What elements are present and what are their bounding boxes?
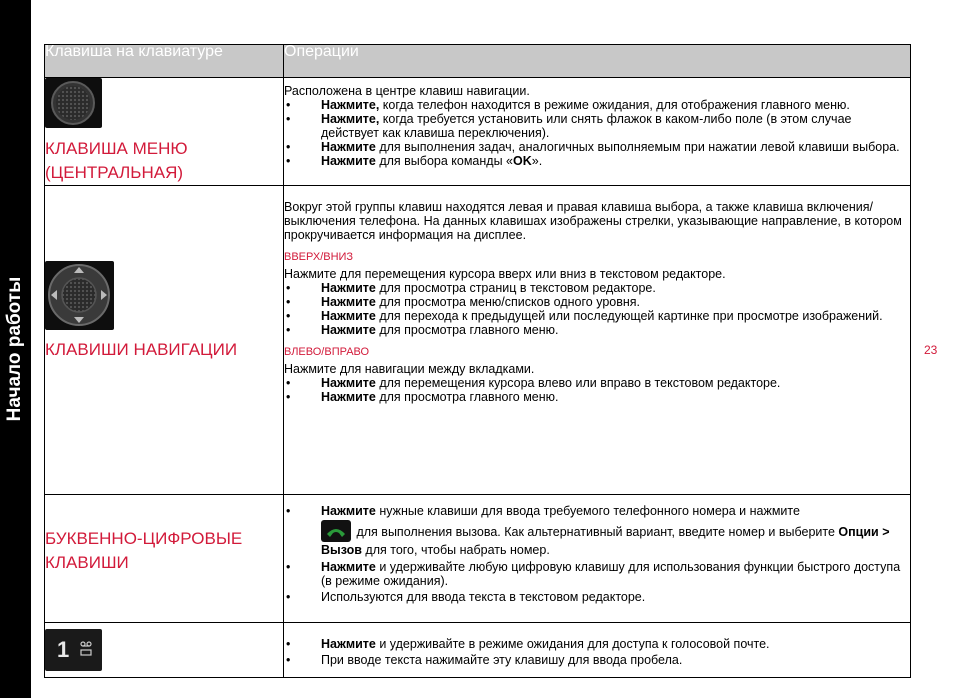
header-operations: Операции: [284, 45, 911, 78]
list-item: • Нажмите, когда требуется установить или снять флажок в каком-либо поле (в этом случае действует как клавиша переключения).: [284, 112, 910, 140]
key-one-operations-list: [284, 637, 910, 667]
operations-cell: [284, 623, 911, 678]
key-cell: [45, 186, 284, 495]
left-right-intro: Нажмите для навигации между вкладками.: [284, 362, 535, 376]
table-row: [45, 495, 911, 623]
list-item: • Нажмите для просмотра меню/списков одного уровня.: [284, 295, 910, 309]
side-tab-title: Начало работы: [4, 276, 25, 422]
list-item: • Используются для ввода текста в текстовом редакторе.: [284, 590, 910, 604]
up-down-list: [284, 281, 910, 337]
key-name: БУКВЕННО-ЦИФРОВЫЕ КЛАВИШИ: [45, 529, 243, 572]
keys-table: [44, 44, 911, 678]
list-item: • Нажмите, когда телефон находится в режиме ожидания, для отображения главного меню.: [284, 98, 910, 112]
list-item: • Нажмите для выполнения задач, аналогичных выполняемым при нажатии левой клавиши выбора.: [284, 140, 910, 154]
list-item: • Нажмите для перемещения курсора влево или вправо в текстовом редакторе.: [284, 376, 910, 390]
table-row: [45, 623, 911, 678]
up-down-intro: Нажмите для перемещения курсора вверх или вниз в текстовом редакторе.: [284, 267, 726, 281]
page-number: 23: [924, 343, 938, 357]
operations-cell: [284, 186, 911, 495]
operations-cell: [284, 495, 911, 623]
key-cell: [45, 623, 284, 678]
header-row: [45, 45, 911, 78]
voicemail-icon: [80, 641, 92, 656]
up-down-heading: ВВЕРХ/ВНИЗ: [284, 251, 354, 263]
call-key-icon: [321, 520, 351, 542]
key-name: КЛАВИША МЕНЮ (ЦЕНТРАЛЬНАЯ): [45, 139, 188, 182]
table-row: [45, 186, 911, 495]
alnum-operations-list: [284, 503, 910, 604]
list-item: • Нажмите для просмотра главного меню.: [284, 390, 910, 404]
key-cell: [45, 78, 284, 186]
navigation-keys-icon: [45, 261, 114, 330]
menu-operations-list: [284, 98, 910, 168]
list-item: • Нажмите и удерживайте любую цифровую клавишу для использования функции быстрого доступа (в режиме ожидания).: [284, 560, 910, 588]
key-digit: 1: [57, 637, 70, 662]
operations-cell: [284, 78, 911, 186]
left-right-list: [284, 376, 910, 404]
side-tab: [0, 0, 31, 698]
list-item: • При вводе текста нажимайте эту клавишу для ввода пробела.: [284, 653, 910, 667]
header-key: Клавиша на клавиатуре: [45, 45, 284, 78]
list-item: • Нажмите и удерживайте в режиме ожидания для доступа к голосовой почте.: [284, 637, 910, 651]
key-cell: [45, 495, 284, 623]
left-right-heading: ВЛЕВО/ВПРАВО: [284, 346, 370, 358]
list-item: • Нажмите для выбора команды «OK».: [284, 154, 910, 168]
nav-intro: Вокруг этой группы клавиш находятся левая и правая клавиша выбора, а также клавиша включения/выключения телефона. На данных клавишах изображены стрелки, указывающие направление, в котором прокручивается информация на дисплее.: [284, 200, 902, 242]
table-row: [45, 78, 911, 186]
list-item: • Нажмите для просмотра страниц в текстовом редакторе.: [284, 281, 910, 295]
list-item: • Нажмите для просмотра главного меню.: [284, 323, 910, 337]
key-1-icon: [45, 629, 102, 671]
list-item: • Нажмите нужные клавиши для ввода требуемого телефонного номера и нажмите для выполнения вызова. Как альтернативный вариант, введите номер и выберите Опции > Вызов для того, чтобы набрать номер.: [284, 503, 910, 559]
menu-intro: Расположена в центре клавиш навигации.: [284, 84, 530, 98]
menu-key-icon: [45, 78, 102, 128]
key-name: КЛАВИШИ НАВИГАЦИИ: [45, 340, 238, 359]
list-item: • Нажмите для перехода к предыдущей или последующей картинке при просмотре изображений.: [284, 309, 910, 323]
